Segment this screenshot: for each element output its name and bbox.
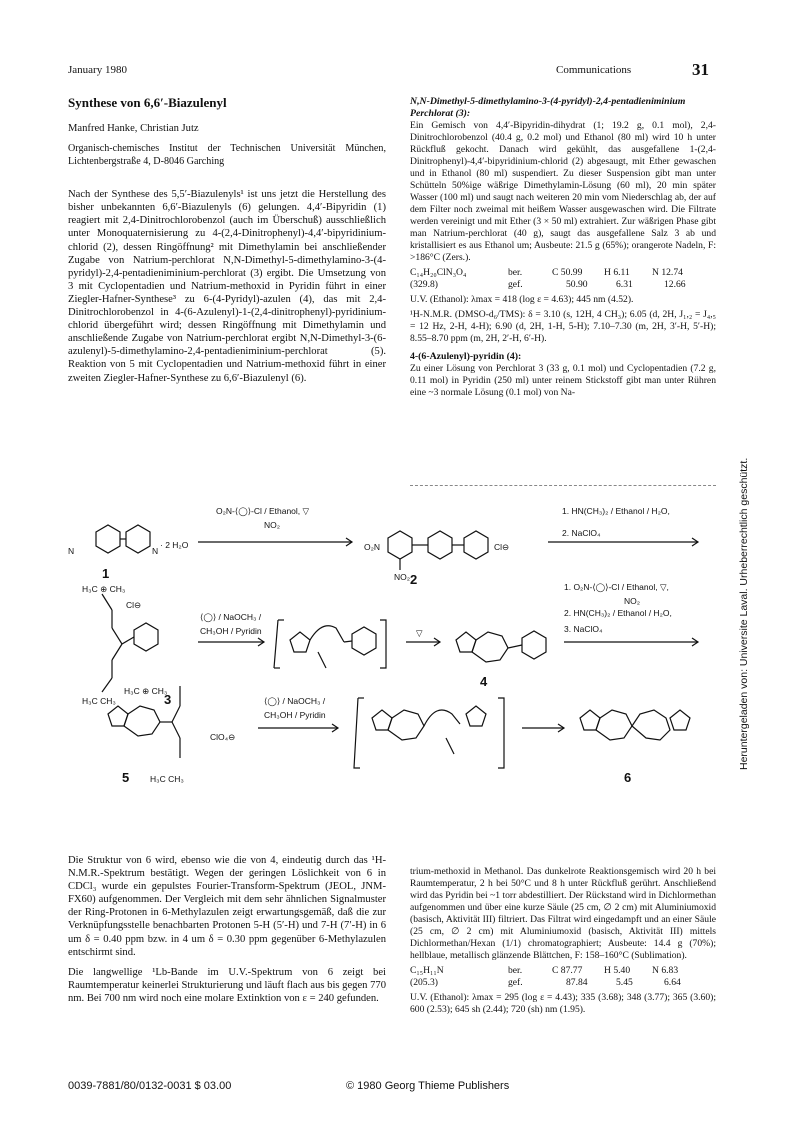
- calc-h-4: H 5.40: [604, 965, 631, 976]
- header-date: January 1980: [68, 64, 127, 76]
- calc-h: H 6.11: [604, 267, 630, 278]
- uv-3: U.V. (Ethanol): λmax = 418 (log ε = 4.63); 445 nm (4.52).: [410, 294, 634, 305]
- download-notice: [738, 250, 758, 770]
- nme2-top-3: H₃C ⊕ CH₃: [82, 584, 126, 594]
- reagent-3b: CH₃OH / Pyridin: [200, 626, 262, 636]
- reagent-2a: 1. HN(CH₃)₂ / Ethanol / H₂O,: [562, 506, 670, 516]
- label-1: 1: [102, 566, 110, 581]
- uv-4: U.V. (Ethanol): λmax = 295 (log ε = 4.43); 335 (3.68); 348 (3.77); 365 (3.60); 600 (2.53); 645 sh (2.44); 720 (sh) nm (1.95).: [410, 992, 716, 1015]
- nme2-top-5: H₃C ⊕ CH₃: [124, 686, 168, 696]
- footer-copyright: © 1980 Georg Thieme Publishers: [346, 1080, 510, 1092]
- structure-paragraph: Die Struktur von 6 wird, ebenso wie die von 4, eindeutig durch das ¹H-N.M.R.-Spektrum bestätigt. Wegen der geringen Löslichkeit von 6 in CDCl₃ wurde ein gepulstes Fourier-Transform-Spektrum (JEOL, JNM-FX60) aufgenommen. Der Vergleich mit dem sehr ähnlichen Signalmuster der Ring-Protonen in 6-Methylazulen zeigt erwartungsgemäß, daß die zur Verknüpfungsstelle benachbarten Protonen 5-H (5′-H) und 7-H (7′-H) in 6 um δ = 0.40 ppm bzw. in 4 um δ = 0.30 ppm gegenüber 6-Methylazulen entschirmt sind.: [68, 855, 386, 958]
- calc-label: ber.: [508, 267, 523, 278]
- reagent-4b: 2. HN(CH₃)₂ / Ethanol / H₂O,: [564, 608, 672, 618]
- o2n-label: O₂N: [364, 542, 381, 552]
- reaction-scheme: [68, 492, 716, 842]
- found-c: 50.90: [566, 279, 588, 290]
- uv-paragraph: Die langwellige ¹Lb-Bande im U.V.-Spektrum von 6 zeigt bei Raumtemperatur keinerlei Strukturierung und läuft flach aus bis gegen 770 nm. Bei 700 nm wird noch eine molare Extinktion von ε = 240 gefunden.: [68, 966, 387, 1004]
- label-2: 2: [410, 572, 418, 587]
- calc-c: C 50.99: [552, 267, 583, 278]
- procedure-body-3: Ein Gemisch von 4,4′-Bipyridin-dihydrat (1; 19.2 g, 0.1 mol), 2,4-Dinitrochlorobenzol (40.4 g, 0.2 mol) und Ethanol (80 ml) wird 10 h unter Rückfluß gekocht. Danach wird gekühlt, das ausgefallene 1-(2,4-Dinitrophenyl)-4,4′-bipyridinium-chlorid (2) abgesaugt, mit Ether gewaschen und in Ethanol (80 ml) suspendiert. Zu dieser Suspension gibt man unter Schütteln 50%ige wäßrige Dimethylamin-Lösung (60 ml), 20 min später Wasser (100 ml) und saugt nach weiteren 20 min vom Niederschlag ab, der auf dem Filter noch zweimal mit heißem Wasser ausgewaschen wird. Die Filtrate werden vereinigt und mit Ether (3 × 50 ml) extrahiert. Zur wäßrigen Phase gibt man Natrium-perchlorat (40 g), saugt das ausgefallene Salz 3 ab und kristallisiert es aus Ethanol um; Ausbeute: 21.5 g (65%); orangerote Nadeln, F: >186°C (Zers.).: [410, 120, 716, 263]
- header-section: Communications: [556, 64, 632, 76]
- delta-label: ▽: [416, 628, 423, 638]
- affiliation: Organisch-chemisches Institut der Technischen Universität München, Lichtenbergstraße 4, D-8046 Garching: [68, 143, 386, 167]
- reagent-5: ⟨◯⟩ / NaOCH₃ /: [264, 696, 326, 706]
- found-label-4: gef.: [508, 977, 523, 988]
- reagent-1: O₂N‑⟨◯⟩‑Cl / Ethanol, ▽: [216, 506, 310, 516]
- formula: C₁₄H₂₀ClN₃O₄: [410, 267, 467, 278]
- label-5: 5: [122, 770, 130, 785]
- reagent-4c: 3. NaClO₄: [564, 624, 603, 634]
- intermediate-2-structure: [354, 698, 504, 768]
- label-6: 6: [624, 770, 632, 785]
- formula-4: C₁₅H₁₁N: [410, 965, 444, 976]
- right-column: [410, 96, 716, 399]
- reagent-2b: 2. NaClO₄: [562, 528, 601, 538]
- n-label-1b: N: [152, 546, 159, 556]
- nmr-3: ¹H-N.M.R. (DMSO-d₆/TMS): δ = 3.10 (s, 12H, 4 CH₃); 6.05 (d, 2H, J₁,₂ = J₄,₅ = 12 Hz, 2-H, 4-H); 6.90 (d, 2H, 1-H, 5-H); 7.10–7.30 (m, 2H, 3′-H, 5′-H); 8.55–8.70 ppm (m, 2H, 2′-H, 6′-H).: [410, 309, 716, 344]
- calc-n-4: N 6.83: [652, 965, 679, 976]
- found-label: gef.: [508, 279, 523, 290]
- reagent-4a: 1. O₂N‑⟨◯⟩‑Cl / Ethanol, ▽,: [564, 582, 669, 592]
- analysis-table-3: [410, 267, 692, 291]
- n-label-1a: N: [68, 546, 75, 556]
- compound-1-structure: [96, 525, 150, 553]
- calc-n: N 12.74: [652, 267, 683, 278]
- procedure-body-4-cont: trium-methoxid in Methanol. Das dunkelrote Reaktionsgemisch wird 20 h bei Raumtemperatur, 2 h bei 50°C und 8 h unter Rückfluß gerührt. Anschließend wird das Pyridin bei ~1 torr abdestilliert. Der Rückstand wird in Dichlormethan aufgenommen und über eine kurze Säule (25 cm, ∅ 2 cm) mit Aluminiumoxid (basisch, Aktivität III) filtriert. Das Filtrat wird eingedampft und an einer Säule (25 cm, ∅ 2 cm) mit Aluminiumoxid (basisch, Aktivität III) mittels Dichlormethan/Hexan (1/1) chromatographiert; Ausbeute: 14.4 g (70%); hellblaue, metallisch glänzende Blättchen, F: 158–160°C (Sublimation).: [410, 866, 716, 961]
- download-notice-text: Heruntergeladen von: Universite Laval. Urheberrechtlich geschützt.: [738, 457, 750, 770]
- page-number: 31: [692, 60, 709, 79]
- divider: [410, 485, 716, 486]
- cl-label-3: Cl⊖: [126, 600, 142, 610]
- reagent-3: ⟨◯⟩ / NaOCH₃ /: [200, 612, 262, 622]
- label-4: 4: [480, 674, 488, 689]
- mw: (329.8): [410, 279, 438, 290]
- bottom-right-column: [410, 866, 716, 1016]
- mw-4: (205.3): [410, 977, 438, 988]
- found-n: 12.66: [664, 279, 686, 290]
- calc-c-4: C 87.77: [552, 965, 583, 976]
- procedure-heading-3: N,N-Dimethyl-5-dimethylamino-3-(4-pyridyl)-2,4-pentadieniminium Perchlorat (3):: [410, 96, 686, 119]
- left-column: [68, 96, 386, 385]
- bottom-left-column: [68, 854, 386, 1005]
- label-3: 3: [164, 692, 172, 707]
- found-h-4: 5.45: [616, 977, 633, 988]
- found-h: 6.31: [616, 279, 633, 290]
- reagent-4a-sub: NO₂: [624, 596, 641, 606]
- no2-label: NO₂: [394, 572, 411, 582]
- water-label: · 2 H₂O: [160, 540, 189, 550]
- procedure-body-4: Zu einer Lösung von Perchlorat 3 (33 g, 0.1 mol) und Cyclopentadien (7.2 g, 0.11 mol) in Pyridin (250 ml) unter reinem Stickstoff gibt man unter Rühren eine ~3 normale Lösung (0.1 mol) von Na-: [410, 363, 716, 398]
- compound-2-structure: [388, 531, 488, 570]
- found-n-4: 6.64: [664, 977, 681, 988]
- calc-label-4: ber.: [508, 965, 523, 976]
- compound-4-structure: [456, 631, 546, 662]
- clo4-label: ClO₄⊖: [210, 732, 236, 742]
- intermediate-structure: [274, 620, 386, 668]
- reagent-5b: CH₃OH / Pyridin: [264, 710, 326, 720]
- found-c-4: 87.84: [566, 977, 588, 988]
- article-title: Synthese von 6,6′-Biazulenyl: [68, 95, 227, 110]
- analysis-table-4: [410, 965, 687, 989]
- compound-6-structure: [580, 710, 690, 740]
- nme2-bot-3: H₃C CH₃: [82, 696, 116, 706]
- footer-code: 0039-7881/80/0132-0031 $ 03.00: [68, 1080, 232, 1092]
- nme2-bot-5: H₃C CH₃: [150, 774, 184, 784]
- cl-label-2: Cl⊖: [494, 542, 510, 552]
- procedure-heading-4: 4-(6-Azulenyl)-pyridin (4):: [410, 351, 522, 362]
- reagent-1-sub: NO₂: [264, 520, 281, 530]
- intro-paragraph: Nach der Synthese des 5,5′-Biazulenyls¹ ist uns jetzt die Herstellung des bisher unbekannten 6,6′-Biazulenyls (6) gelungen. 4,4′-Bipyridin (1) reagiert mit 2,4-Dinitrochlorobenzol (auch im Überschuß) ausschließlich unter Monoquaternisierung zu 4-(2,4-Dinitrophenyl)-4,4′-bipyridinium-chlorid (2), dessen Ringöffnung² mit Dimethylamin bei anschließender Zugabe von Natrium-perchlorat N,N-Dimethyl-5-dimethylamino-3-(4-pyridyl)-2,4-pentadieniminium-perchlorat (3) ergibt. Die Umsetzung von 3 mit Cyclopentadien und Natrium-methoxid in Pyridin führt in einer Ziegler-Hafner-Synthese³ zu 6-(4-Pyridyl)-azulen (4), das mit 2,4-Dinitrochlorobenzol in 4-(6-Azulenyl)-1-(2,4-dinitrophenyl)-pyridinium-chlorid übergeführt wird; dessen Ringöffnung mit Dimethylamin und anschließende Zugabe von Natrium-perchlorat ergibt N,N-Dimethyl-3-(6-azulenyl)-5-dimethylamino-2,4-pentadieniminium-perchlorat (5). Reaktion von 5 mit Cyclopentadien und Natrium-methoxid führt in einer zweiten Ziegler-Hafner-Synthese zu 6,6′-Biazulenyl (6).: [68, 189, 386, 384]
- authors: Manfred Hanke, Christian Jutz: [68, 123, 199, 135]
